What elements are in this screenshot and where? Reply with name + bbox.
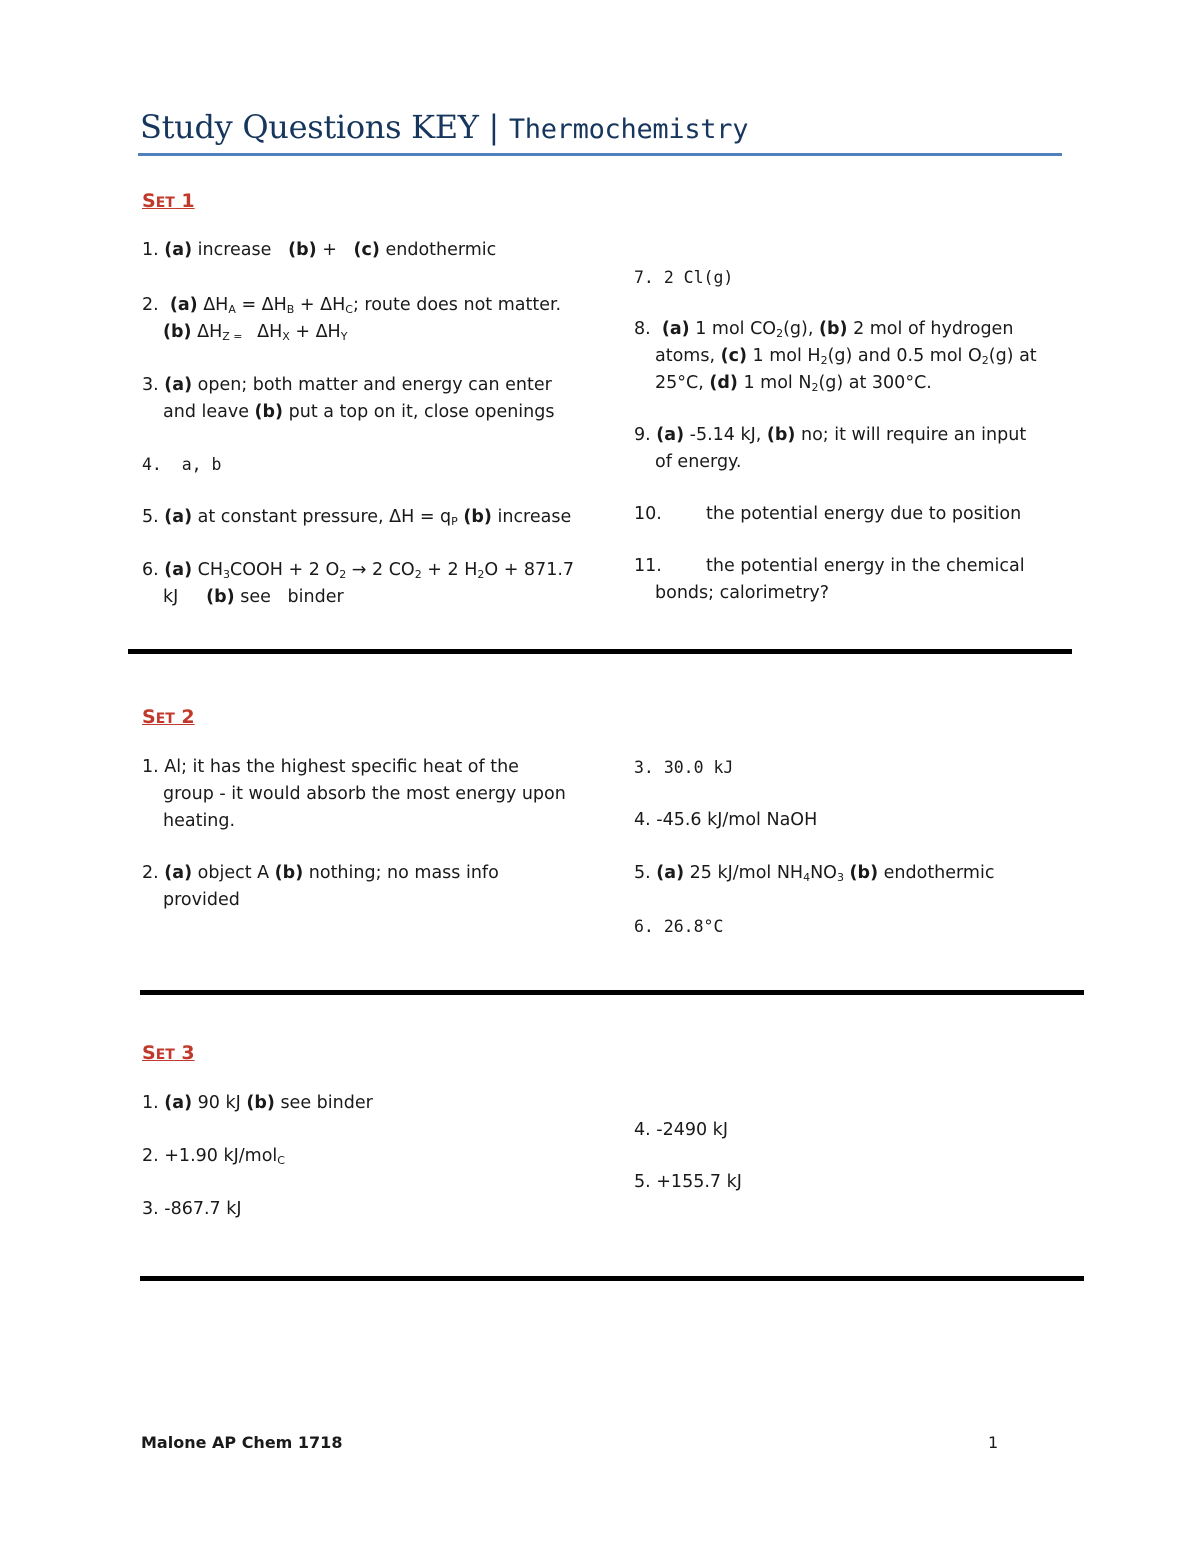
set3-answer-2: 2. +1.90 kJ/mol$_C$ [142, 1146, 285, 1167]
section-divider-1 [128, 649, 1072, 654]
set1-answer-1: 1. (a) increase (b) + (c) endothermic [142, 240, 497, 260]
set2-answer-5: 5. (a) 25 kJ/mol $NH_4NO_3$ (b) endothermic [634, 863, 995, 884]
set-3-heading: SET 3 [142, 1042, 195, 1064]
set2-answer-1: 1. Al; it has the highest specific heat of the group - it would absorb the most energy upon heating. [142, 757, 566, 831]
set2-answer-2: 2. (a) object A (b) nothing; no mass info provided [142, 863, 499, 910]
set2-answer-6: 6. 26.8°C [634, 917, 724, 936]
set3-answer-4: 4. -2490 kJ [634, 1120, 728, 1140]
set1-answer-9: 9. (a) -5.14 kJ, (b) no; it will require an input of energy. [634, 425, 1027, 472]
set1-answer-10: 10. the potential energy due to position [634, 504, 1022, 524]
set1-answer-8: 8. (a) 1 mol $CO_2(g)$, (b) 2 mol of hydrogen atoms, (c) 1 mol $H_2(g)$ and 0.5 mol $O_2(g)$ at 25°C, (d) 1 mol $N_2(g)$ at 300°C. [634, 319, 1037, 394]
set2-answer-3: 3. 30.0 kJ [634, 758, 734, 777]
set3-answer-1: 1. (a) 90 kJ (b) see binder [142, 1093, 373, 1113]
set-1-heading: SET 1 [142, 190, 195, 212]
section-divider-3 [140, 1276, 1084, 1281]
set1-answer-7: 7. 2 Cl(g) [634, 268, 734, 287]
set1-answer-2: 2. (a) $\Delta H_A = \Delta H_B + \Delta H_C$; route does not matter. (b) $\Delta H_{Z =}$ $\Delta H_X + \Delta H_Y$ [142, 295, 562, 343]
page-number: 1 [988, 1433, 999, 1452]
title-underline [138, 153, 1062, 156]
set1-answer-4: 4. a, b [142, 455, 222, 474]
section-divider-2 [140, 990, 1084, 995]
footer-course: Malone AP Chem 1718 [141, 1433, 343, 1452]
set-2-heading: SET 2 [142, 706, 195, 728]
title-main: Study Questions KEY | [140, 108, 509, 146]
set3-answer-5: 5. +155.7 kJ [634, 1172, 742, 1192]
page-title [140, 108, 748, 146]
set1-answer-6: 6. (a) $CH_3COOH + 2$ $O_2 \to 2$ $CO_2 + 2$ $H_2O + 871.7$ kJ (b) see binder [142, 560, 575, 607]
set1-answer-11: 11. the potential energy in the chemical bonds; calorimetry? [634, 556, 1025, 603]
set1-answer-5: 5. (a) at constant pressure, $\Delta H = q_P$ (b) increase [142, 507, 572, 528]
set3-answer-3: 3. -867.7 kJ [142, 1199, 242, 1219]
set1-answer-3: 3. (a) open; both matter and energy can enter and leave (b) put a top on it, close openings [142, 375, 555, 422]
title-subject: Thermochemistry [508, 114, 749, 145]
set2-answer-4: 4. -45.6 kJ/mol NaOH [634, 810, 818, 830]
